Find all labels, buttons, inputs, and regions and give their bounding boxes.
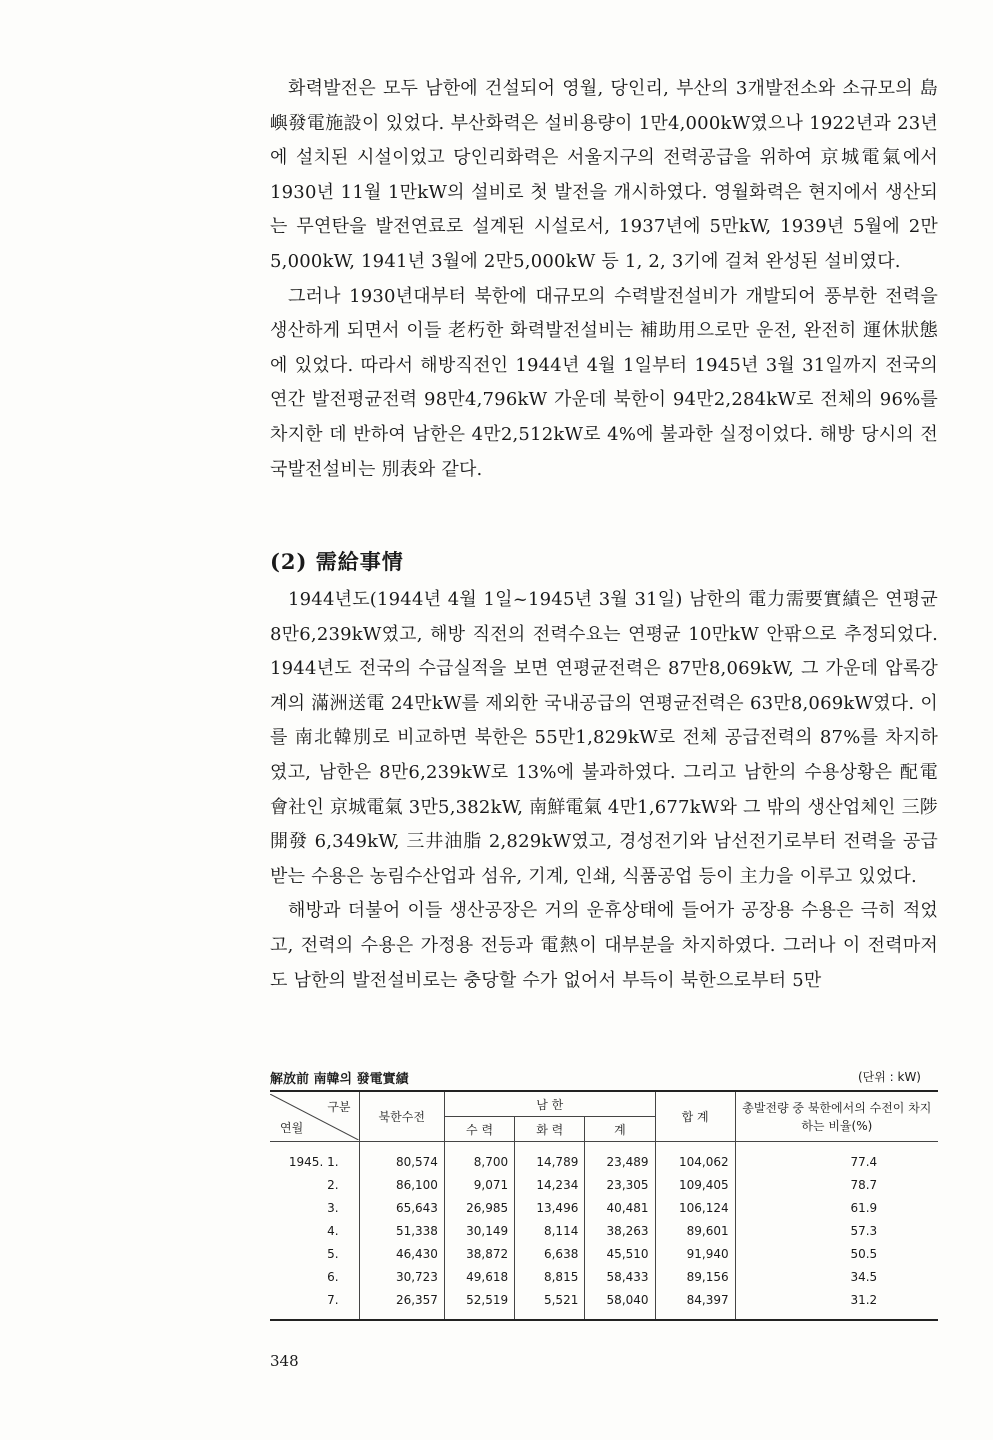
table-unit: (단위 : kW) [857, 1070, 921, 1084]
corner-label-period: 연월 [280, 1120, 304, 1135]
body-text-bottom [270, 583, 938, 998]
cell-north: 46,430 [359, 1242, 444, 1265]
table-row [270, 1219, 938, 1242]
cell-hydro: 26,985 [444, 1196, 514, 1219]
cell-ratio: 61.9 [735, 1196, 938, 1219]
table-row [270, 1196, 938, 1219]
cell-hydro: 8,700 [444, 1142, 514, 1174]
paragraph: 그러나 1930년대부터 북한에 대규모의 수력발전설비가 개발되어 풍부한 전력을 생산하게 되면서 이들 老朽한 화력발전설비는 補助用으로만 운전, 완전히 運休狀態에 있었다. 따라서 해방직전인 1944년 4월 1일부터 1945년 3월 31일까지 전국의 연간 발전평균전력 98만4,796kW 가운데 북한이 94만2,284kW로 전체의 96%를 차지한 데 반하여 남한은 4만2,512kW로 4%에 불과한 실정이었다. 해방 당시의 전국발전설비는 別表와 같다. [270, 285, 938, 480]
table-row [270, 1173, 938, 1196]
cell-hydro: 38,872 [444, 1242, 514, 1265]
cell-period: 4. [270, 1219, 359, 1242]
power-generation-table [270, 1090, 938, 1321]
section-title: (2) 需給事情 [270, 549, 404, 574]
cell-ratio: 34.5 [735, 1265, 938, 1288]
cell-period: 2. [270, 1173, 359, 1196]
cell-total: 89,156 [655, 1265, 735, 1288]
cell-total: 91,940 [655, 1242, 735, 1265]
header-south: 남 한 [444, 1091, 655, 1117]
cell-ratio: 50.5 [735, 1242, 938, 1265]
cell-north: 26,357 [359, 1288, 444, 1320]
header-ratio: 총발전량 중 북한에서의 수전이 차지하는 비율(%) [735, 1091, 938, 1142]
cell-hydro: 52,519 [444, 1288, 514, 1320]
header-north-supply: 북한수전 [359, 1091, 444, 1142]
cell-subtotal: 38,263 [585, 1219, 655, 1242]
cell-thermal: 8,815 [515, 1265, 585, 1288]
header-hydro: 수 력 [444, 1117, 514, 1142]
header-total: 합 계 [655, 1091, 735, 1142]
paragraph: 1944년도(1944년 4월 1일~1945년 3월 31일) 남한의 電力需要實績은 연평균 8만6,239kW였고, 해방 직전의 전력수요는 연평균 10만kW 안팎으로 추정되었다. 1944년도 전국의 수급실적을 보면 연평균전력은 87만8,069kW, 그 가운데 압록강계의 滿洲送電 24만kW를 제외한 국내공급의 연평균전력은 63만8,069kW였다. 이를 南北韓別로 비교하면 북한은 55만1,829kW로 전체 공급전력의 87%를 차지하였고, 남한은 8만6,239kW로 13%에 불과하였다. 그리고 남한의 수용상황은 配電會社인 京城電氣 3만5,382kW, 南鮮電氣 4만1,677kW와 그 밖의 생산업체인 三陟開發 6,349kW, 三井油脂 2,829kW였고, 경성전기와 남선전기로부터 전력을 공급받는 수용은 농림수산업과 섬유, 기계, 인쇄, 식품공업 등이 主力을 이루고 있었다. [270, 589, 938, 887]
cell-subtotal: 45,510 [585, 1242, 655, 1265]
body-text-top [270, 72, 938, 487]
cell-subtotal: 23,305 [585, 1173, 655, 1196]
table-row [270, 1142, 938, 1174]
cell-period: 7. [270, 1288, 359, 1320]
cell-thermal: 5,521 [515, 1288, 585, 1320]
cell-ratio: 77.4 [735, 1142, 938, 1174]
cell-hydro: 49,618 [444, 1265, 514, 1288]
cell-period: 6. [270, 1265, 359, 1288]
cell-subtotal: 58,040 [585, 1288, 655, 1320]
table-title: 解放前 南韓의 發電實績 [270, 1072, 409, 1087]
cell-ratio: 78.7 [735, 1173, 938, 1196]
cell-subtotal: 23,489 [585, 1142, 655, 1174]
cell-thermal: 14,789 [515, 1142, 585, 1174]
header-thermal: 화 력 [515, 1117, 585, 1142]
cell-ratio: 31.2 [735, 1288, 938, 1320]
cell-north: 65,643 [359, 1196, 444, 1219]
cell-north: 30,723 [359, 1265, 444, 1288]
paragraph: 화력발전은 모두 남한에 건설되어 영월, 당인리, 부산의 3개발전소와 소규모의 島嶼發電施設이 있었다. 부산화력은 설비용량이 1만4,000kW였으나 1922년과 23년에 설치된 시설이었고 당인리화력은 서울지구의 전력공급을 위하여 京城電氣에서 1930년 11월 1만kW의 설비로 첫 발전을 개시하였다. 영월화력은 현지에서 생산되는 무연탄을 발전연료로 설계된 시설로서, 1937년에 5만kW, 1939년 5월에 2만5,000kW, 1941년 3월에 2만5,000kW 등 1, 2, 3기에 걸쳐 완성된 설비였다. [270, 78, 938, 272]
cell-total: 104,062 [655, 1142, 735, 1174]
cell-north: 86,100 [359, 1173, 444, 1196]
cell-north: 80,574 [359, 1142, 444, 1174]
header-subtotal: 계 [585, 1117, 655, 1142]
corner-label-category: 구분 [327, 1099, 351, 1114]
cell-north: 51,338 [359, 1219, 444, 1242]
cell-total: 89,601 [655, 1219, 735, 1242]
cell-total: 84,397 [655, 1288, 735, 1320]
cell-hydro: 9,071 [444, 1173, 514, 1196]
cell-total: 106,124 [655, 1196, 735, 1219]
cell-ratio: 57.3 [735, 1219, 938, 1242]
cell-subtotal: 40,481 [585, 1196, 655, 1219]
cell-subtotal: 58,433 [585, 1265, 655, 1288]
table-corner-header [270, 1091, 359, 1142]
cell-total: 109,405 [655, 1173, 735, 1196]
cell-thermal: 14,234 [515, 1173, 585, 1196]
cell-period: 5. [270, 1242, 359, 1265]
table-row [270, 1242, 938, 1265]
cell-period: 1945. 1. [270, 1142, 359, 1174]
table-row [270, 1288, 938, 1320]
cell-hydro: 30,149 [444, 1219, 514, 1242]
page-number: 348 [270, 1352, 299, 1370]
cell-period: 3. [270, 1196, 359, 1219]
paragraph: 해방과 더불어 이들 생산공장은 거의 운휴상태에 들어가 공장용 수용은 극히 적었고, 전력의 수용은 가정용 전등과 電熱이 대부분을 차지하였다. 그러나 이 전력마저도 남한의 발전설비로는 충당할 수가 없어서 부득이 북한으로부터 5만 [270, 900, 938, 991]
cell-thermal: 13,496 [515, 1196, 585, 1219]
cell-thermal: 6,638 [515, 1242, 585, 1265]
table-row [270, 1265, 938, 1288]
cell-thermal: 8,114 [515, 1219, 585, 1242]
